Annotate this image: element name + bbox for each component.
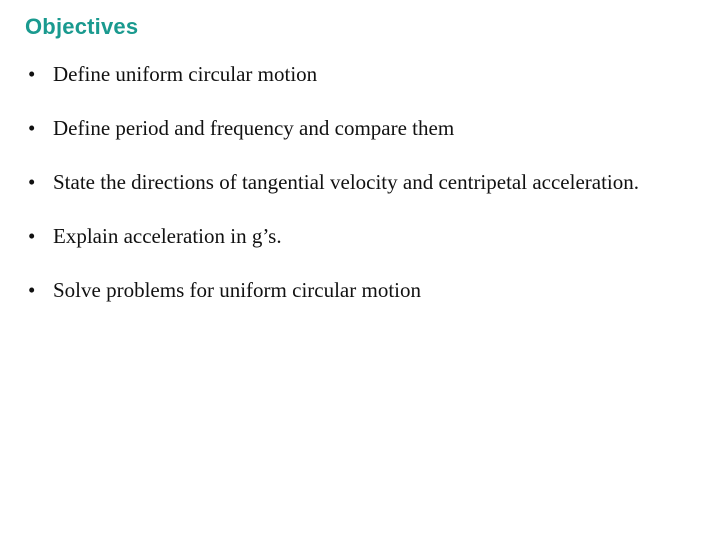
bullet-icon: •: [28, 224, 36, 248]
list-item: [28, 169, 688, 195]
objectives-list: [28, 58, 688, 303]
list-item: [28, 223, 688, 249]
list-item: [28, 61, 688, 87]
slide-title: Objectives: [25, 14, 139, 39]
list-item: [28, 277, 688, 303]
bullet-icon: •: [28, 62, 36, 86]
list-item-text: Explain acceleration in g’s.: [53, 224, 282, 248]
bullet-icon: •: [28, 278, 36, 302]
list-item-text: Define uniform circular motion: [53, 62, 318, 86]
bullet-icon: •: [28, 170, 36, 194]
list-item-text: Define period and frequency and compare them: [53, 116, 455, 140]
list-item: [28, 115, 688, 141]
bullet-icon: •: [28, 116, 36, 140]
list-item-text: State the directions of tangential velocity and centripetal acceleration.: [53, 170, 640, 194]
list-item-text: Solve problems for uniform circular motion: [53, 278, 422, 302]
